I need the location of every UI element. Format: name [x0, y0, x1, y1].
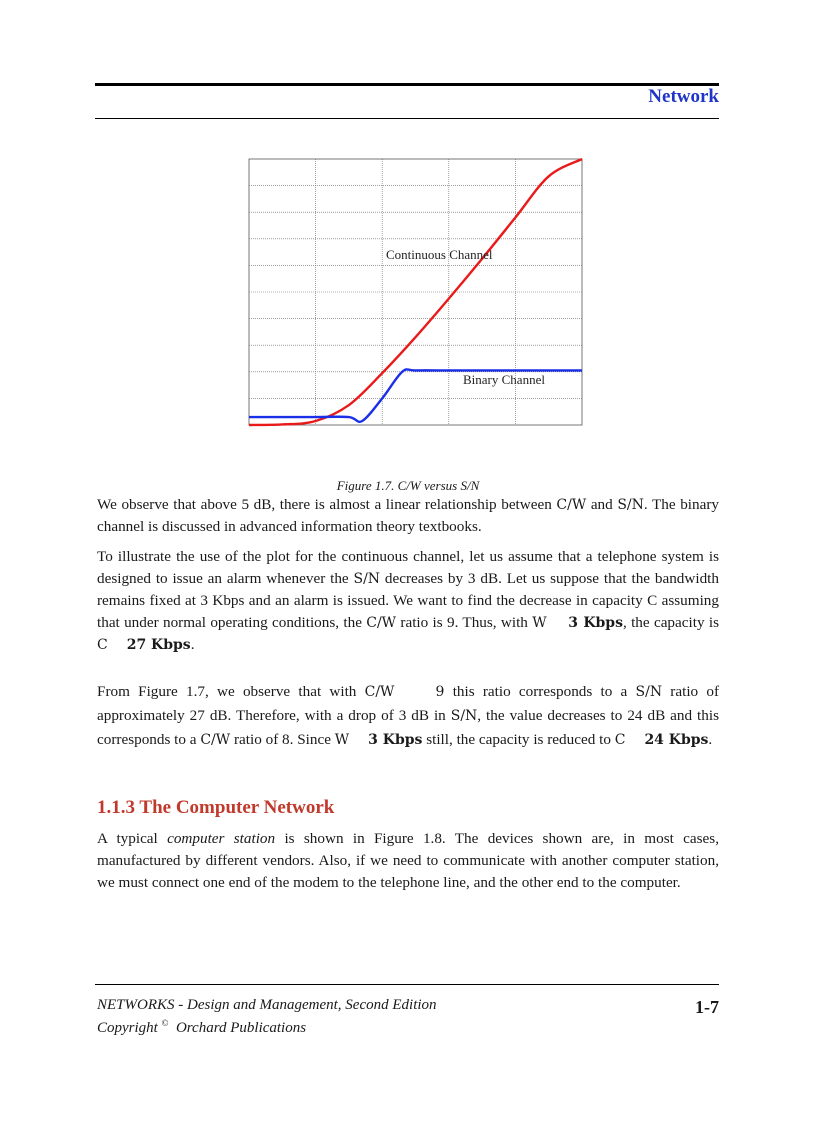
page-number: 1-7	[695, 997, 719, 1017]
paragraph-4: A typical computer station is shown in Figure 1.8. The devices shown are, in most cases, manufactured by different vendors. Also, if we need to communicate with another computer station, we must connect one end of the modem to the telephone line, and the other end to the computer.	[97, 830, 719, 891]
figure-caption: Figure 1.7. C/W versus S/N	[336, 478, 480, 493]
running-header-title: Network	[648, 86, 719, 107]
section-heading: 1.1.3 The Computer Network	[97, 797, 335, 818]
copyright-symbol: ©	[161, 1018, 169, 1028]
footer-copyright: Copyright © Orchard Publications	[97, 1018, 307, 1036]
header-underline	[95, 118, 719, 119]
header-rule	[95, 83, 719, 86]
paragraph-2: To illustrate the use of the plot for the continuous channel, let us assume that a telephone system is designed to issue an alarm whenever the S/N decreases by 3 dB. Let us suppose that the bandwidth remains fixed at 3 Kbps and an alarm is issued. We want to find the decrease in capacity C assuming that under normal operating conditions, the C/W ratio is 9. Thus, with W 3 Kbps, the capacity is C 27 Kbps.	[97, 548, 719, 653]
footer-rule	[95, 984, 719, 985]
cw-versus-sn-chart	[248, 158, 584, 428]
annotation-binary-channel: Binary Channel	[463, 372, 545, 387]
annotation-continuous-channel: Continuous Channel	[386, 247, 493, 262]
paragraph-3: From Figure 1.7, we observe that with C/W 9 this ratio corresponds to a S/N ratio of approximately 27 dB. Therefore, with a drop of 3 dB in S/N, the value decreases to 24 dB and this corresponds to a C/W ratio of 8. Since W 3 Kbps still, the capacity is reduced to C 24 Kbps.	[97, 683, 720, 748]
footer-book-title: NETWORKS - Design and Management, Second Edition	[97, 997, 437, 1013]
paragraph-1: We observe that above 5 dB, there is almost a linear relationship between C/W and S/N. The binary channel is discussed in advanced information theory textbooks.	[97, 496, 719, 535]
